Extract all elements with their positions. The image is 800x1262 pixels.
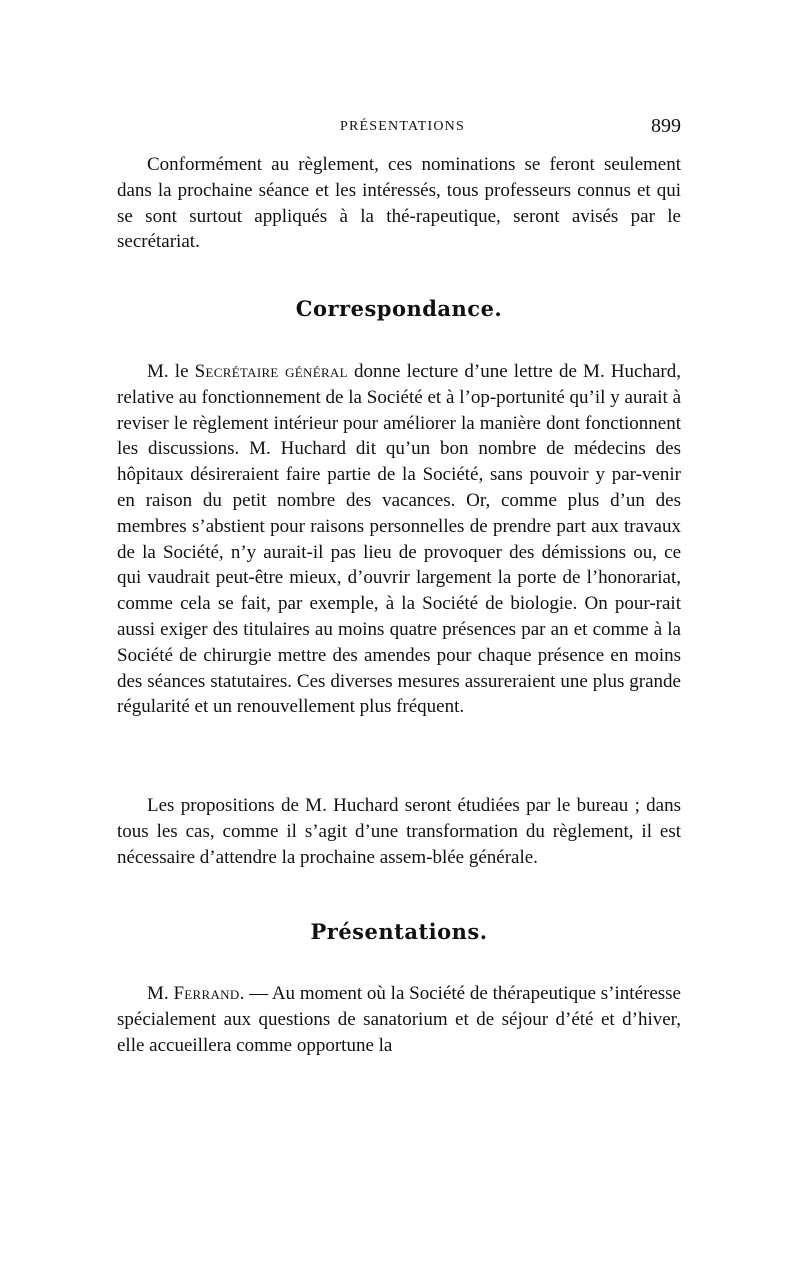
paragraph-text: Conformément au règlement, ces nominations se feront seulement dans la prochaine séance et les intéressés, tous professeurs connus et qui se sont surtout appliqués à la thé-rapeutique, seront avisés par le secrétariat. <box>117 154 681 253</box>
paragraph-presentations-ferrand <box>117 981 681 1058</box>
paragraph-correspondance-letter <box>117 359 681 720</box>
paragraph-correspondance-propositions <box>117 793 681 870</box>
speaker-prefix: M. <box>147 983 174 1004</box>
paragraph-text <box>117 359 681 720</box>
paragraph-text: Les propositions de M. Huchard seront étudiées par le bureau ; dans tous les cas, comme il s’agit d’une transformation du règlement, il est nécessaire d’attendre la prochaine assem-blée générale. <box>117 795 681 868</box>
paragraph-text <box>117 981 681 1058</box>
speaker-prefix: M. le <box>147 361 195 382</box>
section-heading-presentations: Présentations. <box>310 919 488 944</box>
paragraph-nominations <box>117 152 681 255</box>
section-heading-correspondance: Correspondance. <box>295 296 503 321</box>
paragraph-body: . — Au moment où la Société de thérapeutique s’intéresse spécialement aux questions de sanatorium et de séjour d’été et d’hiver, elle accueillera comme opportune la <box>117 983 681 1056</box>
page-number: 899 <box>651 115 681 137</box>
speaker-name: Ferrand <box>173 983 240 1004</box>
running-head <box>117 117 681 139</box>
speaker-name: Secrétaire général <box>194 361 348 382</box>
running-title: PRÉSENTATIONS <box>340 119 465 134</box>
paragraph-body: donne lecture d’une lettre de M. Huchard, relative au fonctionnement de la Société et à l’op-portunité qu’il y aurait à reviser le règlement intérieur pour améliorer la manière dont fonctionnent les discussions. M. Huchard dit qu’un bon nombre de médecins des hôpitaux désireraient faire partie de la Société, sans pouvoir y par-venir en raison du petit nombre des vacances. Or, comme plus d’un des membres s’abstient pour raisons personnelles de prendre part aux travaux de la Société, n’y aurait-il pas lieu de provoquer des démissions ou, ce qui vaudrait peut-être mieux, d’ouvrir largement la porte de l’honorariat, comme cela se fait, par exemple, à la Société de biologie. On pour-rait aussi exiger des titulaires au moins quatre présences par an et comme à la Société de chirurgie mettre des amendes pour chaque présence en moins des séances statutaires. Ces diverses mesures assureraient une plus grande régularité et un renouvellement plus fréquent. <box>117 361 681 718</box>
